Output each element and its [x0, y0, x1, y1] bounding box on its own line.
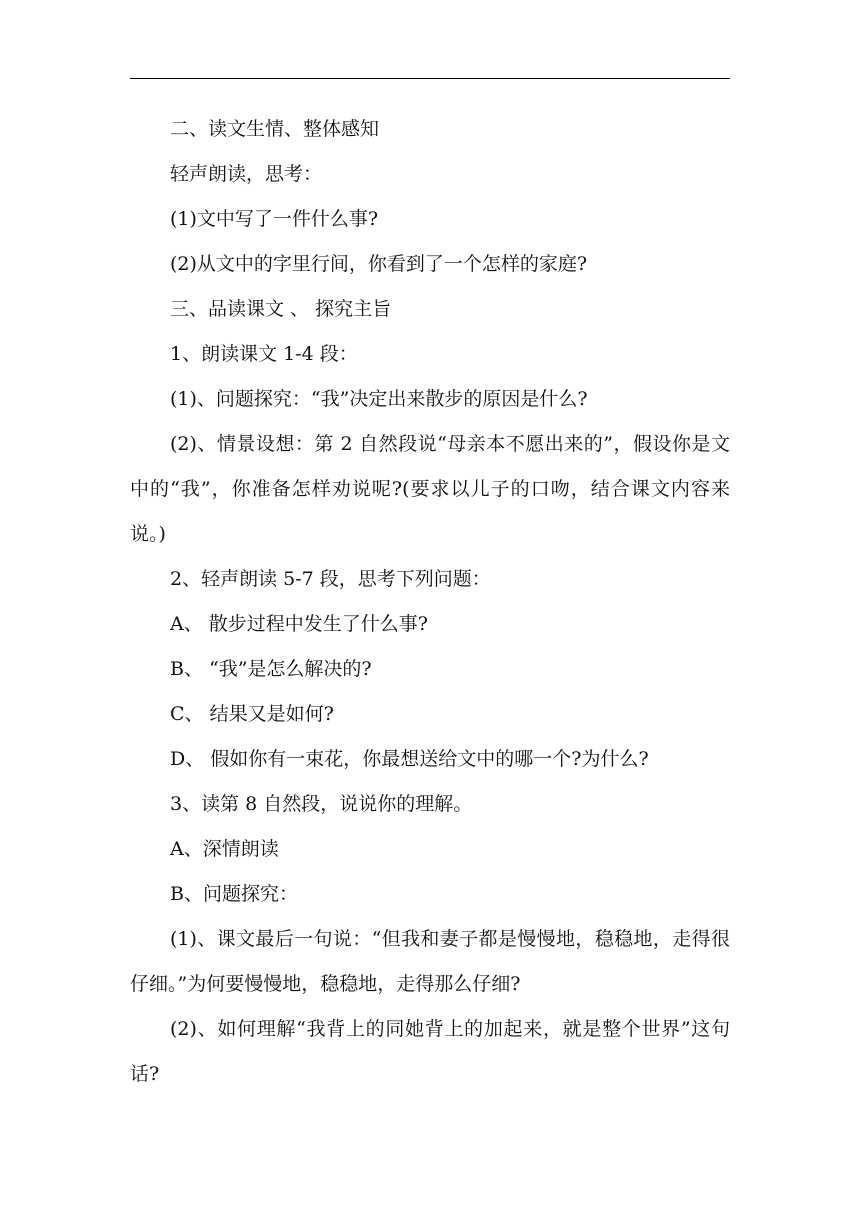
- question-item: B、 “我”是怎么解决的?: [170, 658, 372, 680]
- subsection-heading: 3、读第 8 自然段，说说你的理解。: [170, 793, 473, 815]
- section-heading-2: 二、读文生情、整体感知: [170, 118, 380, 140]
- subsection-heading: 1、朗读课文 1-4 段：: [170, 343, 358, 365]
- question-item: (1)文中写了一件什么事?: [170, 208, 379, 230]
- question-item: (1)、课文最后一句说：“但我和妻子都是慢慢地，稳稳地，走得很仔细。”为何要慢慢地，稳稳地，走得那么仔细?: [130, 928, 730, 995]
- question-item: (1)、问题探究：“我”决定出来散步的原因是什么?: [170, 388, 588, 410]
- header-rule: [130, 78, 730, 79]
- question-item: D、 假如你有一束花，你最想送给文中的哪一个?为什么?: [170, 748, 649, 770]
- question-item: (2)从文中的字里行间，你看到了一个怎样的家庭?: [170, 253, 588, 275]
- question-item: (2)、如何理解“我背上的同她背上的加起来，就是整个世界”这句话?: [130, 1018, 730, 1085]
- section-heading-3: 三、品读课文 、 探究主旨: [170, 298, 392, 320]
- question-item: (2)、情景设想：第 2 自然段说“母亲本不愿出来的”，假设你是文中的“我”，你准备怎样劝说呢?(要求以儿子的口吻，结合课文内容来说。): [130, 433, 730, 545]
- document-body: [130, 107, 730, 1097]
- list-item: B、问题探究：: [170, 883, 298, 905]
- subsection-heading: 2、轻声朗读 5-7 段，思考下列问题：: [170, 568, 491, 590]
- instruction-text: 轻声朗读，思考：: [170, 163, 323, 185]
- list-item: A、深情朗读: [170, 838, 279, 860]
- question-item: A、 散步过程中发生了什么事?: [170, 613, 428, 635]
- question-item: C、 结果又是如何?: [170, 703, 334, 725]
